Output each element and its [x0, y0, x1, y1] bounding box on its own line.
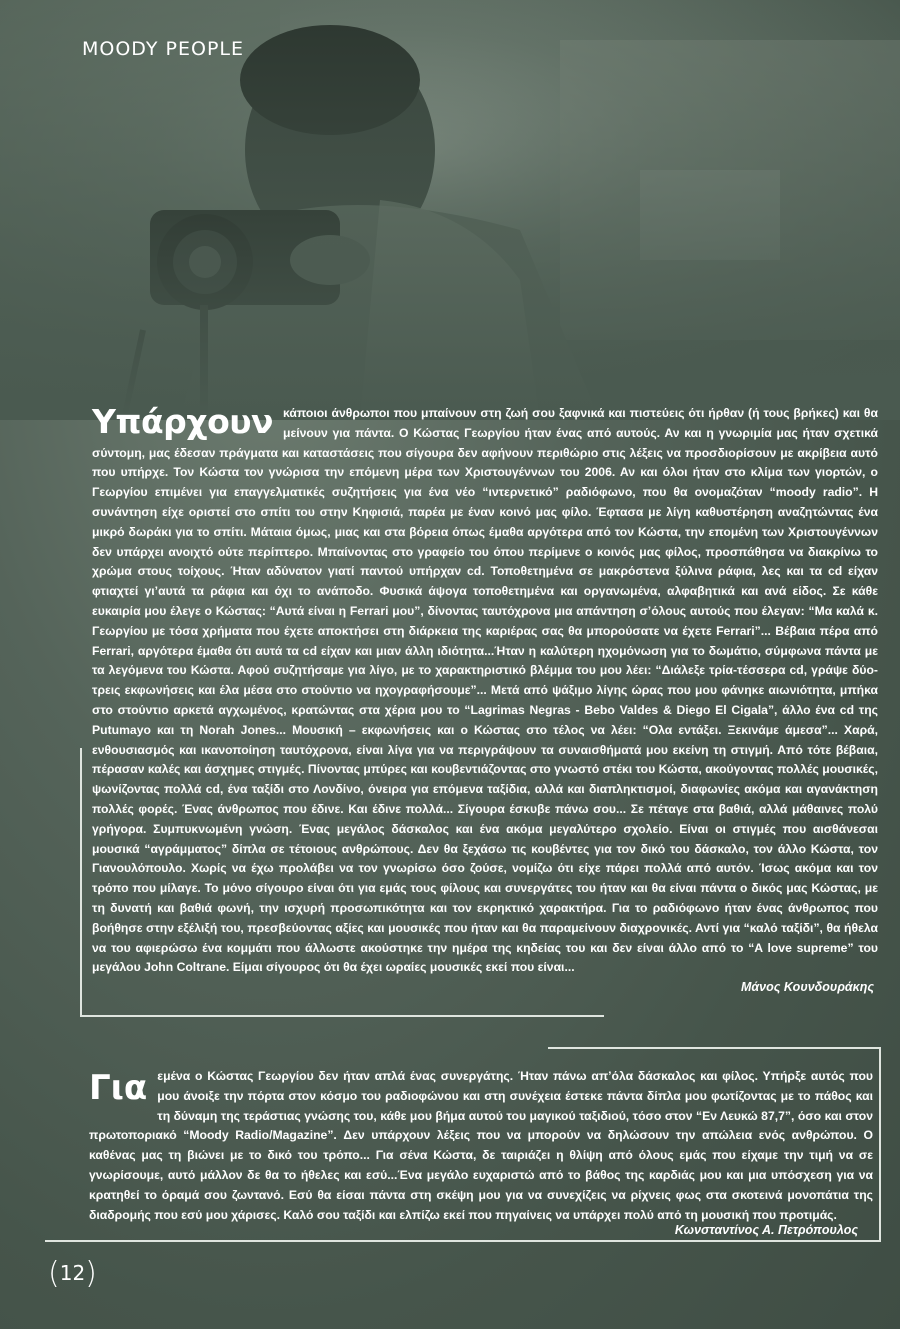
- article-frame-vertical: [80, 748, 82, 1016]
- tribute-frame-right: [879, 1048, 881, 1240]
- tribute-frame-bottom: [45, 1240, 881, 1242]
- tribute-byline: Κωνσταντίνος Α. Πετρόπουλος: [674, 1223, 858, 1237]
- section-label: MOODY PEOPLE: [82, 38, 245, 60]
- article-frame-horizontal: [80, 1015, 604, 1017]
- header-photo: [0, 0, 900, 420]
- tribute-article: [89, 1067, 873, 1225]
- article-byline: Μάνος Κουνδουράκης: [741, 980, 874, 994]
- article-body: κάποιοι άνθρωποι που μπαίνουν στη ζωή σου ξαφνικά και πιστεύεις ότι ήρθαν (ή τους βρήκες) και θα μείνουν για πάντα. Ο Κώστας Γεωργίου ήταν ένας από αυτούς. Αν και η γνωριμία μας ήταν σχετικά σύντομη, μας έδεσαν πράγματα και καταστάσεις που σίγουρα δεν αφήνουν περιθώριο στις λέξεις να προσδιορίσουν με ακρίβεια αυτό που υπήρχε. Τον Κώστα τον γνώρισα την επόμενη μέρα των Χριστουγέννων του 2006. Αν και όλοι ήταν στο κλίμα των γιορτών, ο Γεωργίου επιμένει για επαγγελματικές συζητήσεις για ένα νέο “ιντερνετικό” ραδιόφωνο, που θα ονομαζόταν “moody radio”. Η συνάντηση είχε οριστεί στο σπίτι του στην Κηφισιά, παρέα με έναν κοινό μας φίλο. Έφτασα με λίγη καθυστέρηση αναζητώντας ένα μικρό δωράκι για το σπίτι. Μάταια όμως, μιας και στα βόρεια όπως έμαθα αργότερα από τον Κώστα, την επομένη των Χριστουγέννων δεν υπάρχει ανοιχτό ούτε περίπτερο. Μπαίνοντας στο γραφείο του όπου περίμενε ο κοινός μας φίλος, προσπάθησα να διακρίνω το χρώμα στους τοίχους. Ήταν αδύνατον γιατί παντού υπήρχαν cd. Τοποθετημένα σε μακρόστενα ξύλινα ράφια, λες και τα cd είχαν φτιαχτεί γι’αυτά τα ράφια και όχι το ανάποδο. Φυσικά άψογα τοποθετημένα και οργανωμένα, αλφαβητικά και ανά είδος. Σε κάθε ευκαιρία μου έλεγε ο Κώστας: “Αυτά είναι η Ferrari μου”, δίνοντας ταυτόχρονα μια απάντηση σ’όλους αυτούς που έλεγαν: “Μα καλά κ. Γεωργίου με τόσα χρήματα που έχετε αποκτήσει στη διάρκεια της καριέρας σας θα μπορούσατε να έχετε Ferrari”... Βέβαια πέρα από Ferrari, αργότερα έμαθα ότι αυτά τα cd είχαν και μιαν άλλη ιδιότητα...Ήταν η καλύτερη ηχομόνωση για το δωμάτιο, σύμφωνα πάντα με τα λεγόμενα του Κώστα. Αφού συζητήσαμε για λίγο, με το χαρακτηριστικό βλέμμα του μου λέει: “Διάλεξε τρία-τέσσερα cd, γράψε δύο-τρεις εκφωνήσεις και έλα μέσα στο στούντιο να ηχογραφήσουμε”... Μετά από ψάξιμο λίγης ώρας που μου φάνηκε αιωνιότητα, μπήκα στο στούντιο αρκετά αγχωμένος, κρατώντας στα χέρια μου το “Lagrimas Negras - Bebo Valdes & Diego El Cigala”, άλλο ένα cd της Putumayo και τη Norah Jones... Μουσική – εκφωνήσεις και ο Κώστας στο τέλος να λέει: “Ολα εντάξει. Ξεκινάμε άμεσα”... Χαρά, ενθουσιασμός και ικανοποίηση ταυτόχρονα, είναι λίγα για να περιγράψουν τα συναισθήματά μου εκείνη τη στιγμή. Από τότε βέβαια, πέρασαν καλές και άσχημες στιγμές. Πίνοντας μπύρες και κουβεντιάζοντας στο γνωστό στέκι του Κώστα, ακούγοντας πολλές μουσικές, ψωνίζοντας πολλά cd, ένα ταξίδι στο Λονδίνο, όνειρα για επόμενα ταξίδια, αλλά και διαπληκτισμοί, διαφωνίες ακόμα και αγανάκτηση πολλές φορές. Ένας άνθρωπος που έδινε. Και έδινε πολλά... Σίγουρα έσκυβε πάνω σου... Σε πέταγε στα βαθιά, αλλά μάθαινες πολύ γρήγορα. Συμπυκνωμένη γνώση. Ένας μεγάλος δάσκαλος και ένα ακόμα μεγαλύτερο σχολείο. Είναι οι στιγμές που αισθάνεσαι μουσικά “αγράμματος” δίπλα σε τέτοιους ανθρώπους. Δεν θα ξεχάσω τις κουβέντες για τον δικό του δάσκαλο, τον άλλο Κώστα, τον Γιανουλόπουλο. Χωρίς να έχω προλάβει να τον γνωρίσω όσο ζούσε, νομίζω ότι είχε πάρει πολλά από αυτόν. Ίσως ακόμα και τον τρόπο που μίλαγε. Το μόνο σίγουρο είναι ότι για εμάς τους φίλους και συνεργάτες του ήταν και θα είναι πάντα ο δικός μας Κώστας, με τη δυνατή και βαθιά φωνή, την ισχυρή προσωπικότητα και τον εκρηκτικό χαρακτήρα. Για το ραδιόφωνο ήταν ένας άνθρωπος που βοήθησε στην εξέλιξή του, πρεσβεύοντας αξίες και μουσικές που ήταν και θα παραμείνουν διαχρονικές. Αντί για “καλό ταξίδι”, θα ήθελα να του αφιερώσω ένα κομμάτι που άλλωστε ακούστηκε την ημέρα της κηδείας του και δεν είναι άλλο από το “A love supreme” του μεγάλου John Coltrane. Είμαι σίγουρος ότι θα έχει ωραίες μουσικές εκεί που είναι...: [92, 406, 878, 975]
- page-number: (12): [48, 1256, 97, 1291]
- article-dropcap: Υπάρχουν: [92, 402, 274, 441]
- tribute-frame-top: [548, 1047, 881, 1049]
- tribute-body: εμένα ο Κώστας Γεωργίου δεν ήταν απλά ένας συνεργάτης. Ήταν πάνω απ’όλα δάσκαλος και φίλος. Υπήρξε αυτός που μου άνοιξε την πόρτα στον κόσμο του ραδιοφώνου και στη συνέχεια έστεκε πάντα δίπλα μου φωτίζοντας με το πάθος και τη δύναμη της τεράστιας γνώσης του, κάθε μου βήμα αυτού του μαγικού ταξιδιού, τόσο στον “Εν Λευκώ 87,7”, όσο και στον πρωτοποριακό “Moody Radio/Magazine”. Δεν υπάρχουν λέξεις που να μπορούν να δηλώσουν την απώλεια ενός ανθρώπου. Ο καθένας μας τη βιώνει με το δικό του τρόπο... Για σένα Κώστα, δε ταιριάζει η θλίψη από όλους εμάς που είχαμε την τιμή να σε γνωρίσουμε, αυτό μάλλον δε θα το ήθελες και εσύ...Ένα μεγάλο ευχαριστώ από το βάθος της καρδιάς μου και μια υπόσχεση για να κρατηθεί το όραμά σου ζωντανό. Εσύ θα είσαι πάντα στη σκέψη μου για να συνεχίζεις να ρίχνεις φως στα σκοτεινά μονοπάτια της διαδρομής που εσύ μου χάρισες. Καλό σου ταξίδι και ελπίζω εκεί που πηγαίνεις να υπάρχει πολύ από τη μουσική που προτιμάς.: [89, 1069, 873, 1222]
- page-number-value: 12: [59, 1261, 86, 1285]
- tribute-dropcap: Για: [89, 1068, 148, 1108]
- main-article: [92, 404, 878, 978]
